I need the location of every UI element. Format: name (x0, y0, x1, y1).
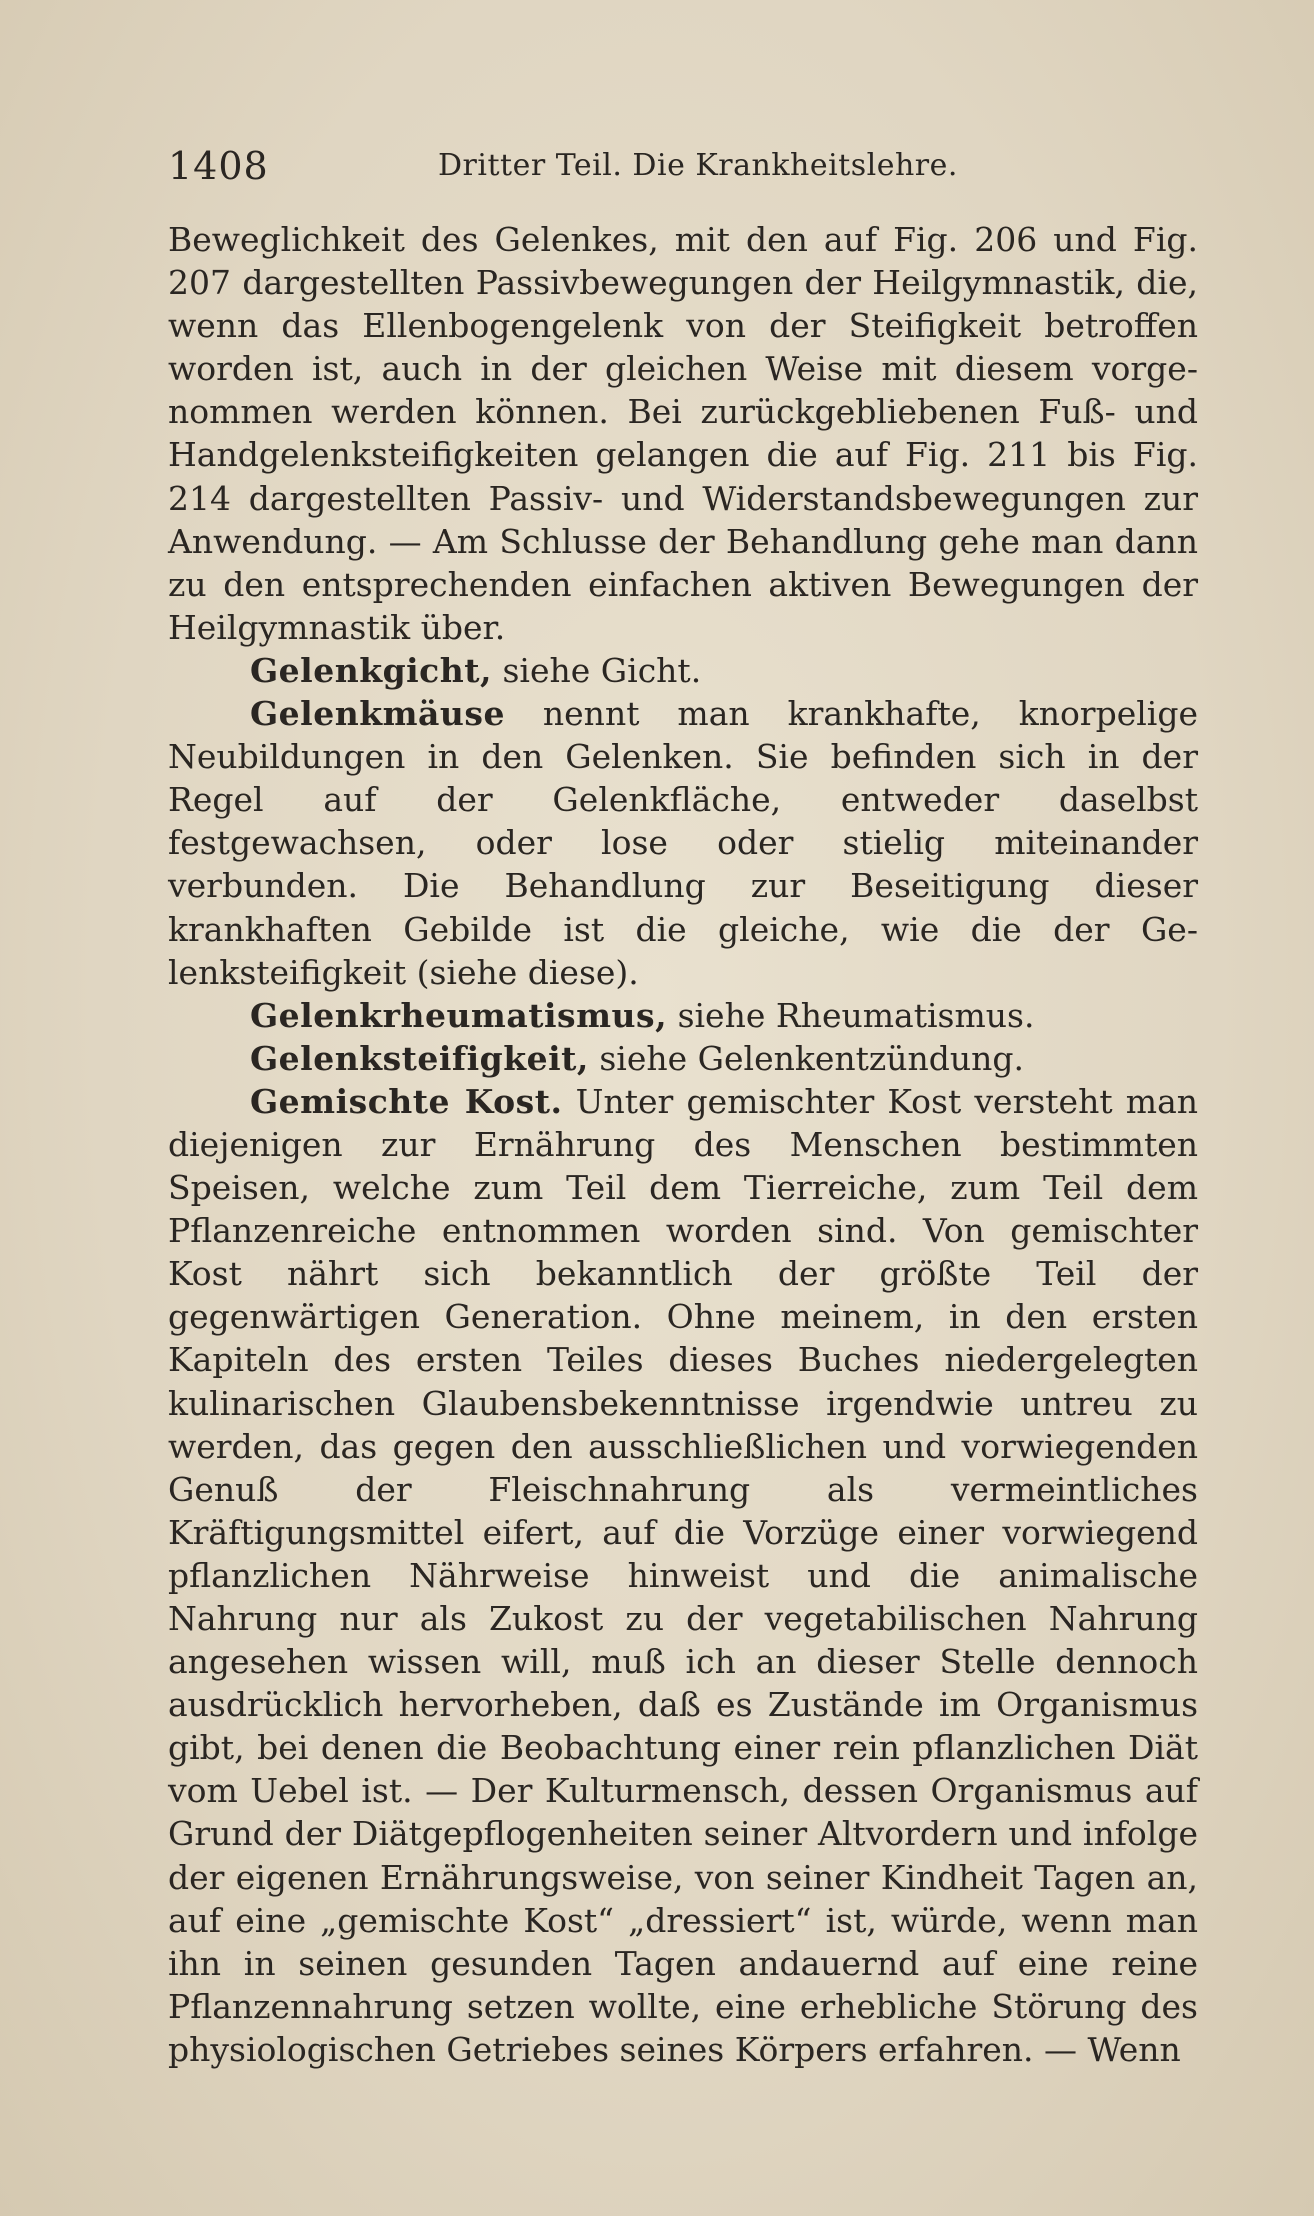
entry-text: Unter gemischter Kost versteht man diejenigen zur Ernährung des Menschen bestimmten Speisen, welche zum Teil dem Tierreiche, zum Teil dem Pflanzenreiche entnommen worden sind. Von gemischter Kost nährt sich bekanntlich der größte Teil der gegenwärtigen Generation. Ohne meinem, in den ersten Kapiteln des ersten Teiles dieses Buches niedergelegten kulinarischen Glaubensbekenntnisse irgendwie untreu zu werden, das gegen den ausschließlichen und vorwiegenden Genuß der Fleischnahrung als vermeintliches Kräftigungsmittel eifert, auf die Vorzüge einer vorwiegend pflanzlichen Nährweise hinweist und die animalische Nahrung nur als Zukost zu der vegetabilischen Nahrung angesehen wissen will, muß ich an dieser Stelle dennoch ausdrücklich hervorheben, daß es Zustände im Organismus gibt, bei denen die Beobachtung einer rein pflanzlichen Diät vom Uebel ist. — Der Kulturmensch, dessen Organismus auf Grund der Diätgepflogenheiten seiner Altvordern und infolge der eigenen Ernährungsweise, von seiner Kindheit Tagen an, auf eine „gemischte Kost“ „dressiert“ ist, würde, wenn man ihn in seinen gesunden Tagen andauernd auf eine reine Pflanzennahrung setzen wollte, eine erhebliche Störung des physiologischen Getriebes seines Körpers erfahren. — Wenn (168, 1081, 1198, 2069)
entry-text: siehe Gicht. (492, 650, 702, 690)
entry-text: siehe Rheumatismus. (667, 995, 1035, 1035)
entry-text: siehe Gelenkentzündung. (588, 1038, 1025, 1078)
entry-term: Gemischte Kost. (250, 1081, 563, 1121)
entry-term: Gelenkgicht, (250, 650, 492, 690)
entry-term: Gelenkrheumatismus, (250, 995, 668, 1035)
page-number: 1408 (168, 144, 269, 188)
paragraph-continuation: Beweglichkeit des Gelenkes, mit den auf Fig. 206 und Fig. 207 dargestellten Passivbewegungen der Heilgymnastik, die, wenn das Ellenbogengelenk von der Steifigkeit betroffen worden ist, auch in der gleichen Weise mit diesem vorgenommen werden können. Bei zurückgebliebenen Fuß- und Handgelenksteifigkeiten gelangen die auf Fig. 211 bis Fig. 214 dargestellten Passiv- und Widerstandsbewegungen zur Anwendung. — Am Schlusse der Behandlung gehe man dann zu den entsprechenden einfachen aktiven Bewegungen der Heilgymnastik über. (168, 220, 1198, 647)
body-text (168, 218, 1198, 2071)
entry-gelenkgicht (168, 649, 1198, 692)
entry-gelenkmaeuse (168, 692, 1198, 994)
running-head: Dritter Teil. Die Krankheitslehre. (438, 148, 958, 183)
entry-gemischte-kost (168, 1080, 1198, 2071)
entry-term: Gelenksteifigkeit, (250, 1038, 589, 1078)
entry-gelenksteifigkeit (168, 1037, 1198, 1080)
entry-text: nennt man krankhafte, knorpelige Neubildungen in den Gelenken. Sie befinden sich in der Regel auf der Gelenkfläche, entweder daselbst festgewachsen, oder lose oder stielig miteinander verbunden. Die Behandlung zur Beseitigung dieser krankhaften Gebilde ist die gleiche, wie die der Gelenksteifigkeit (siehe diese). (168, 694, 1198, 992)
entry-gelenkrheumatismus (168, 994, 1198, 1037)
entry-term: Gelenkmäuse (250, 694, 505, 734)
page-header (168, 140, 1198, 190)
